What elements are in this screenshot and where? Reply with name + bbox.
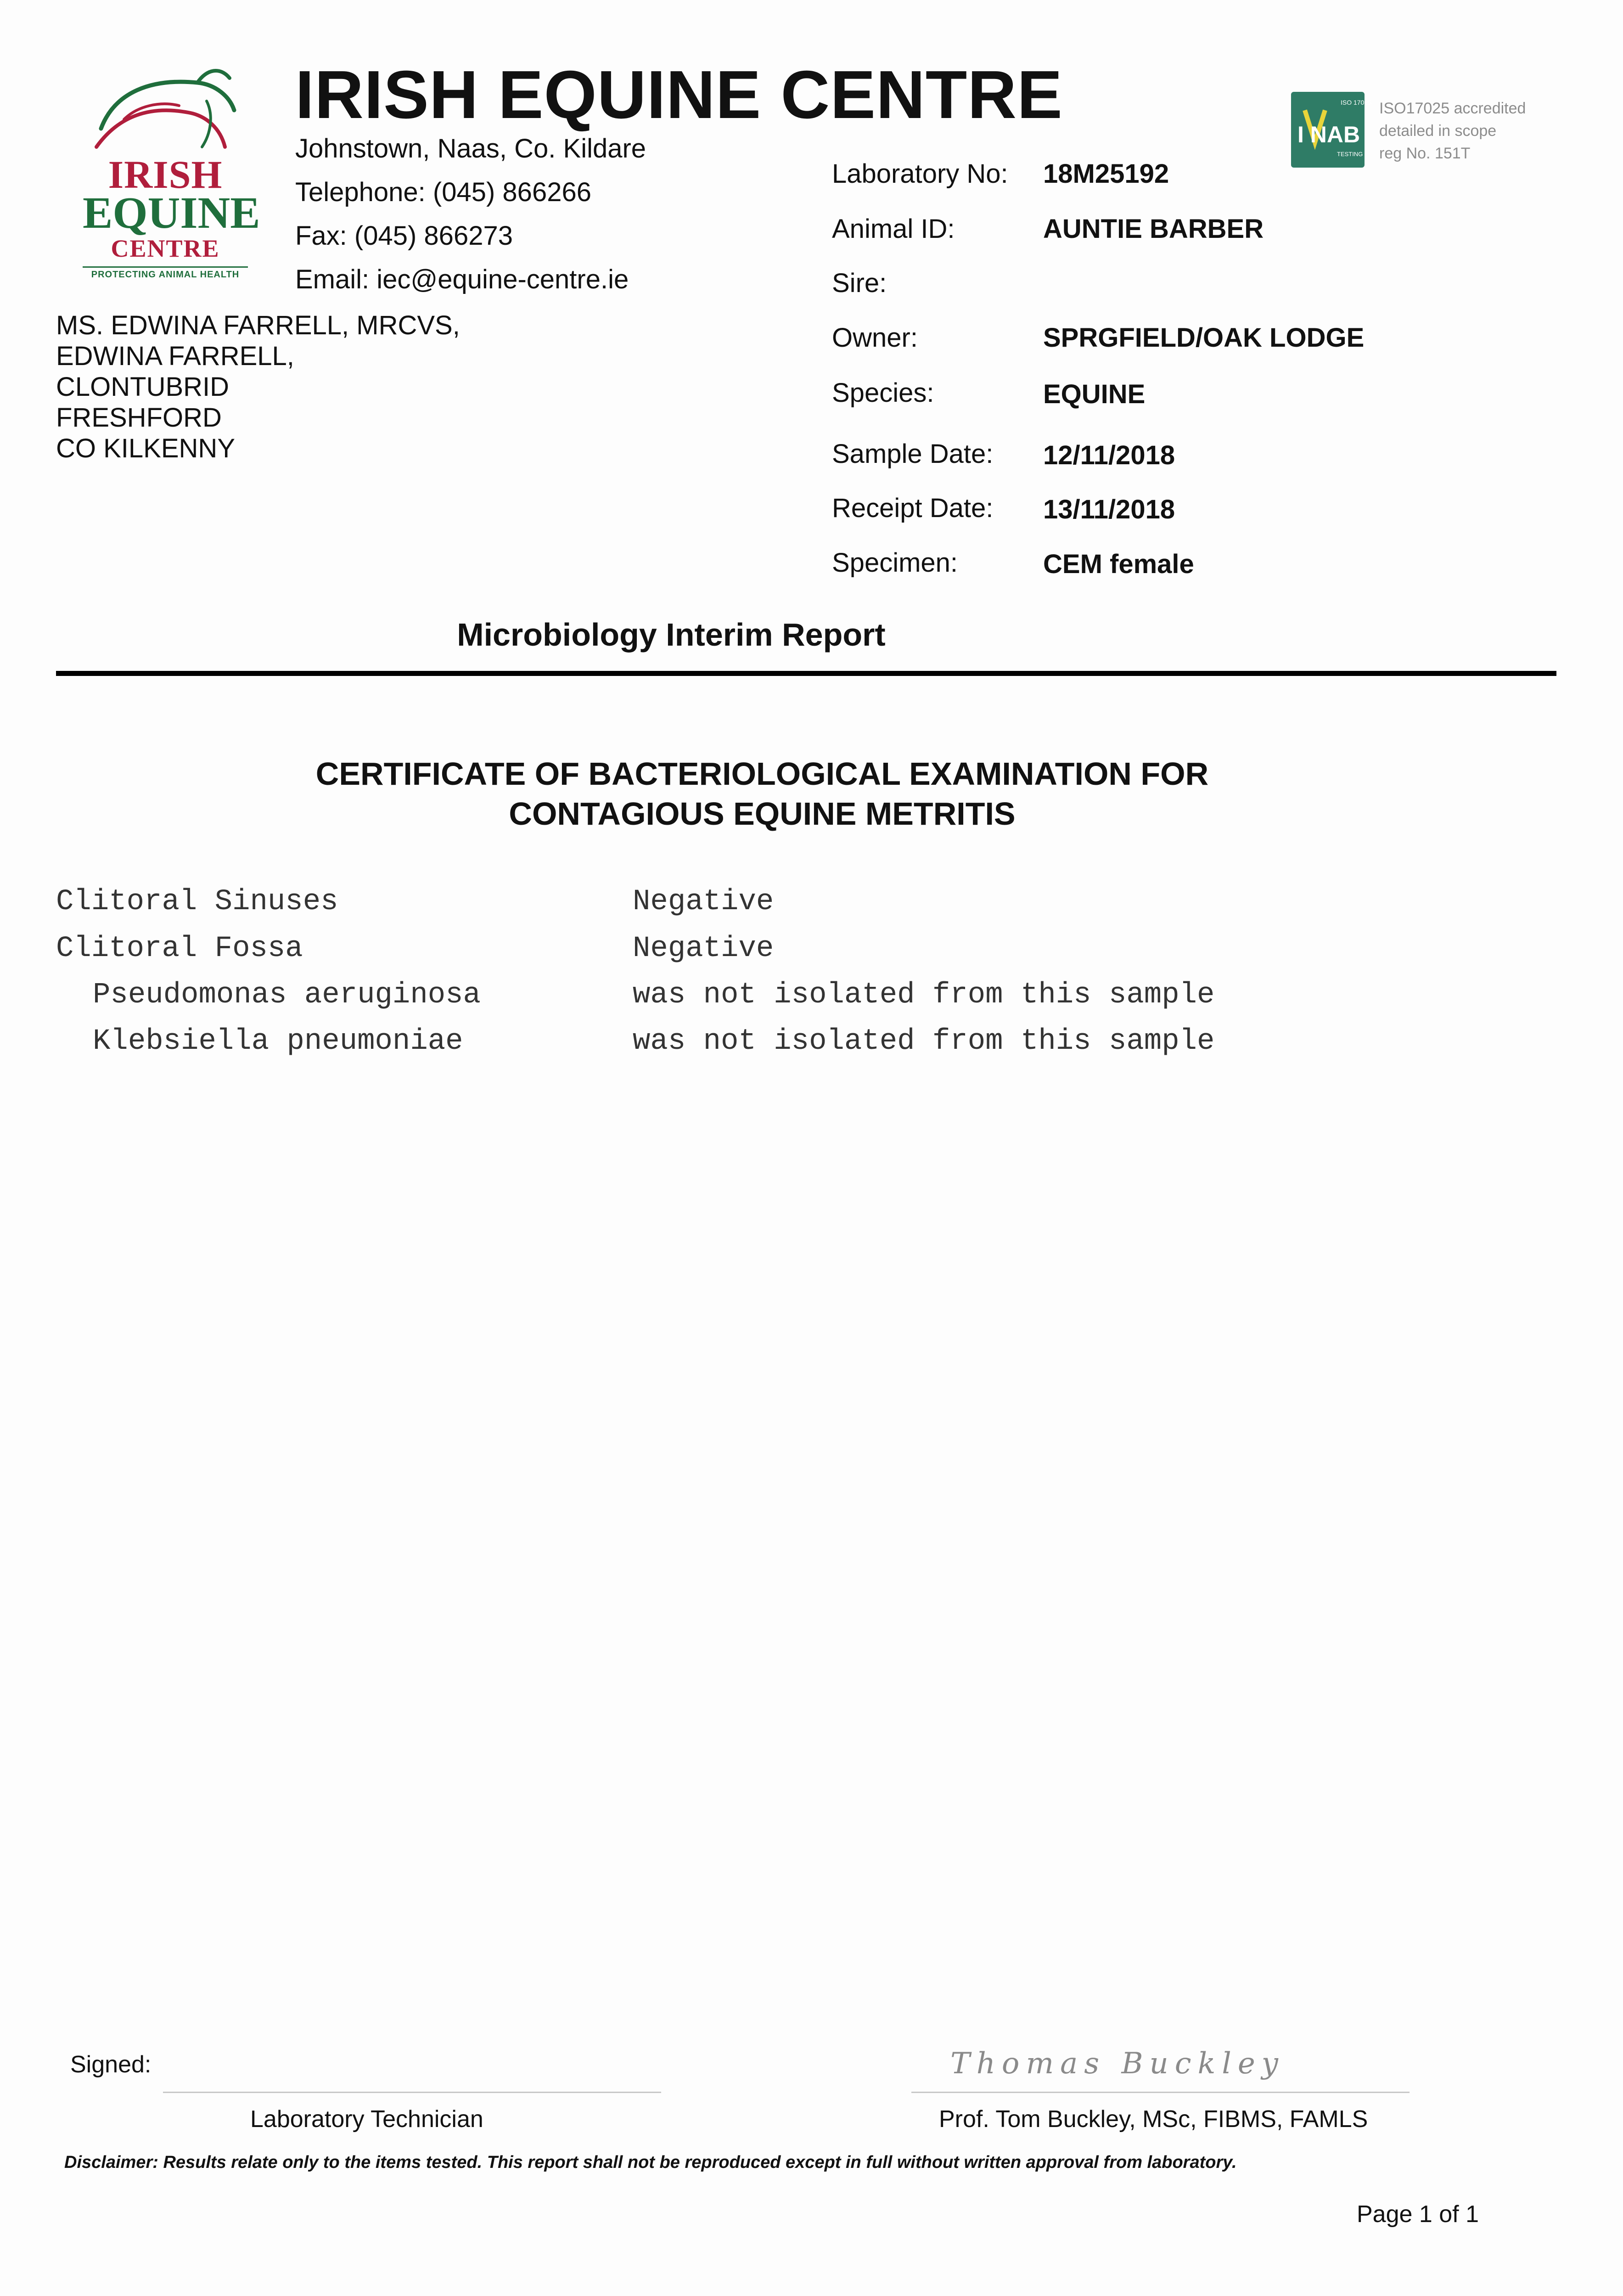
result-test-name: Clitoral Sinuses bbox=[56, 885, 338, 918]
inab-logo-icon bbox=[1291, 92, 1371, 168]
owner-value: SPRGFIELD/OAK LODGE bbox=[1043, 323, 1365, 353]
irish-equine-centre-logo bbox=[83, 60, 260, 280]
certificate-heading-line-2: CONTAGIOUS EQUINE METRITIS bbox=[509, 796, 1016, 832]
signature-text: Thomas Buckley bbox=[950, 2047, 1285, 2081]
recipient-line: MS. EDWINA FARRELL, MRCVS, bbox=[56, 310, 460, 340]
technician-signature-line bbox=[163, 2092, 661, 2093]
sire-label: Sire: bbox=[832, 268, 887, 298]
logo-word-centre: CENTRE bbox=[111, 235, 220, 262]
inab-badge-bottom-text: TESTING bbox=[1337, 151, 1363, 158]
organisation-telephone: Telephone: (045) 866266 bbox=[295, 177, 591, 207]
species-value: EQUINE bbox=[1043, 379, 1146, 409]
disclaimer: Disclaimer: Results relate only to the items tested. This report shall not be reproduced except in full without written approval from laboratory. bbox=[64, 2153, 1237, 2172]
logo-word-equine: EQUINE bbox=[83, 188, 260, 238]
result-test-name: Pseudomonas aeruginosa bbox=[93, 979, 481, 1012]
organisation-title: IRISH EQUINE CENTRE bbox=[295, 57, 1063, 133]
laboratory-no-label: Laboratory No: bbox=[832, 159, 1008, 189]
receipt-date-value: 13/11/2018 bbox=[1043, 495, 1175, 524]
result-value: was not isolated from this sample bbox=[633, 1025, 1215, 1058]
inab-accreditation-badge bbox=[1291, 92, 1371, 168]
accreditation-line-1: ISO17025 accredited bbox=[1379, 100, 1526, 117]
result-value: Negative bbox=[633, 932, 774, 965]
recipient-line: EDWINA FARRELL, bbox=[56, 341, 294, 371]
professor-caption: Prof. Tom Buckley, MSc, FIBMS, FAMLS bbox=[939, 2106, 1368, 2133]
recipient-line: CLONTUBRID bbox=[56, 372, 230, 402]
organisation-address: Johnstown, Naas, Co. Kildare bbox=[295, 134, 646, 163]
inab-badge-mid-text: I NAB bbox=[1297, 122, 1360, 147]
recipient-address bbox=[56, 310, 460, 464]
header-divider bbox=[56, 671, 1556, 676]
inab-badge-top-text: ISO 17025 bbox=[1341, 99, 1371, 106]
accreditation-line-2: detailed in scope bbox=[1379, 122, 1497, 140]
laboratory-no-value: 18M25192 bbox=[1043, 159, 1169, 189]
horse-logo-icon bbox=[83, 60, 248, 156]
organisation-fax: Fax: (045) 866273 bbox=[295, 221, 513, 251]
signed-label: Signed: bbox=[70, 2051, 152, 2078]
sample-date-value: 12/11/2018 bbox=[1043, 440, 1175, 470]
page-number: Page 1 of 1 bbox=[1357, 2201, 1479, 2228]
recipient-line: FRESHFORD bbox=[56, 403, 222, 433]
receipt-date-label: Receipt Date: bbox=[832, 493, 994, 523]
accreditation-line-3: reg No. 151T bbox=[1379, 145, 1471, 162]
accreditation-text bbox=[1379, 97, 1526, 165]
logo-word-irish: IRISH bbox=[108, 152, 223, 197]
handwritten-signature bbox=[941, 2039, 1377, 2089]
animal-id-value: AUNTIE BARBER bbox=[1043, 214, 1264, 244]
specimen-value: CEM female bbox=[1043, 549, 1194, 579]
animal-id-label: Animal ID: bbox=[832, 214, 955, 244]
result-value: Negative bbox=[633, 885, 774, 918]
certificate-heading-line-1: CERTIFICATE OF BACTERIOLOGICAL EXAMINATION FOR bbox=[315, 756, 1209, 792]
report-title: Microbiology Interim Report bbox=[457, 617, 886, 653]
recipient-line: CO KILKENNY bbox=[56, 433, 235, 463]
result-value: was not isolated from this sample bbox=[633, 979, 1215, 1012]
owner-label: Owner: bbox=[832, 323, 918, 353]
species-label: Species: bbox=[832, 378, 934, 408]
professor-signature-line bbox=[911, 2092, 1410, 2093]
result-test-name: Clitoral Fossa bbox=[56, 932, 303, 965]
logo-tagline: PROTECTING ANIMAL HEALTH bbox=[83, 266, 248, 280]
sample-date-label: Sample Date: bbox=[832, 439, 994, 469]
technician-caption: Laboratory Technician bbox=[250, 2106, 483, 2133]
organisation-email: Email: iec@equine-centre.ie bbox=[295, 264, 629, 294]
result-test-name: Klebsiella pneumoniae bbox=[93, 1025, 463, 1058]
specimen-label: Specimen: bbox=[832, 548, 958, 578]
